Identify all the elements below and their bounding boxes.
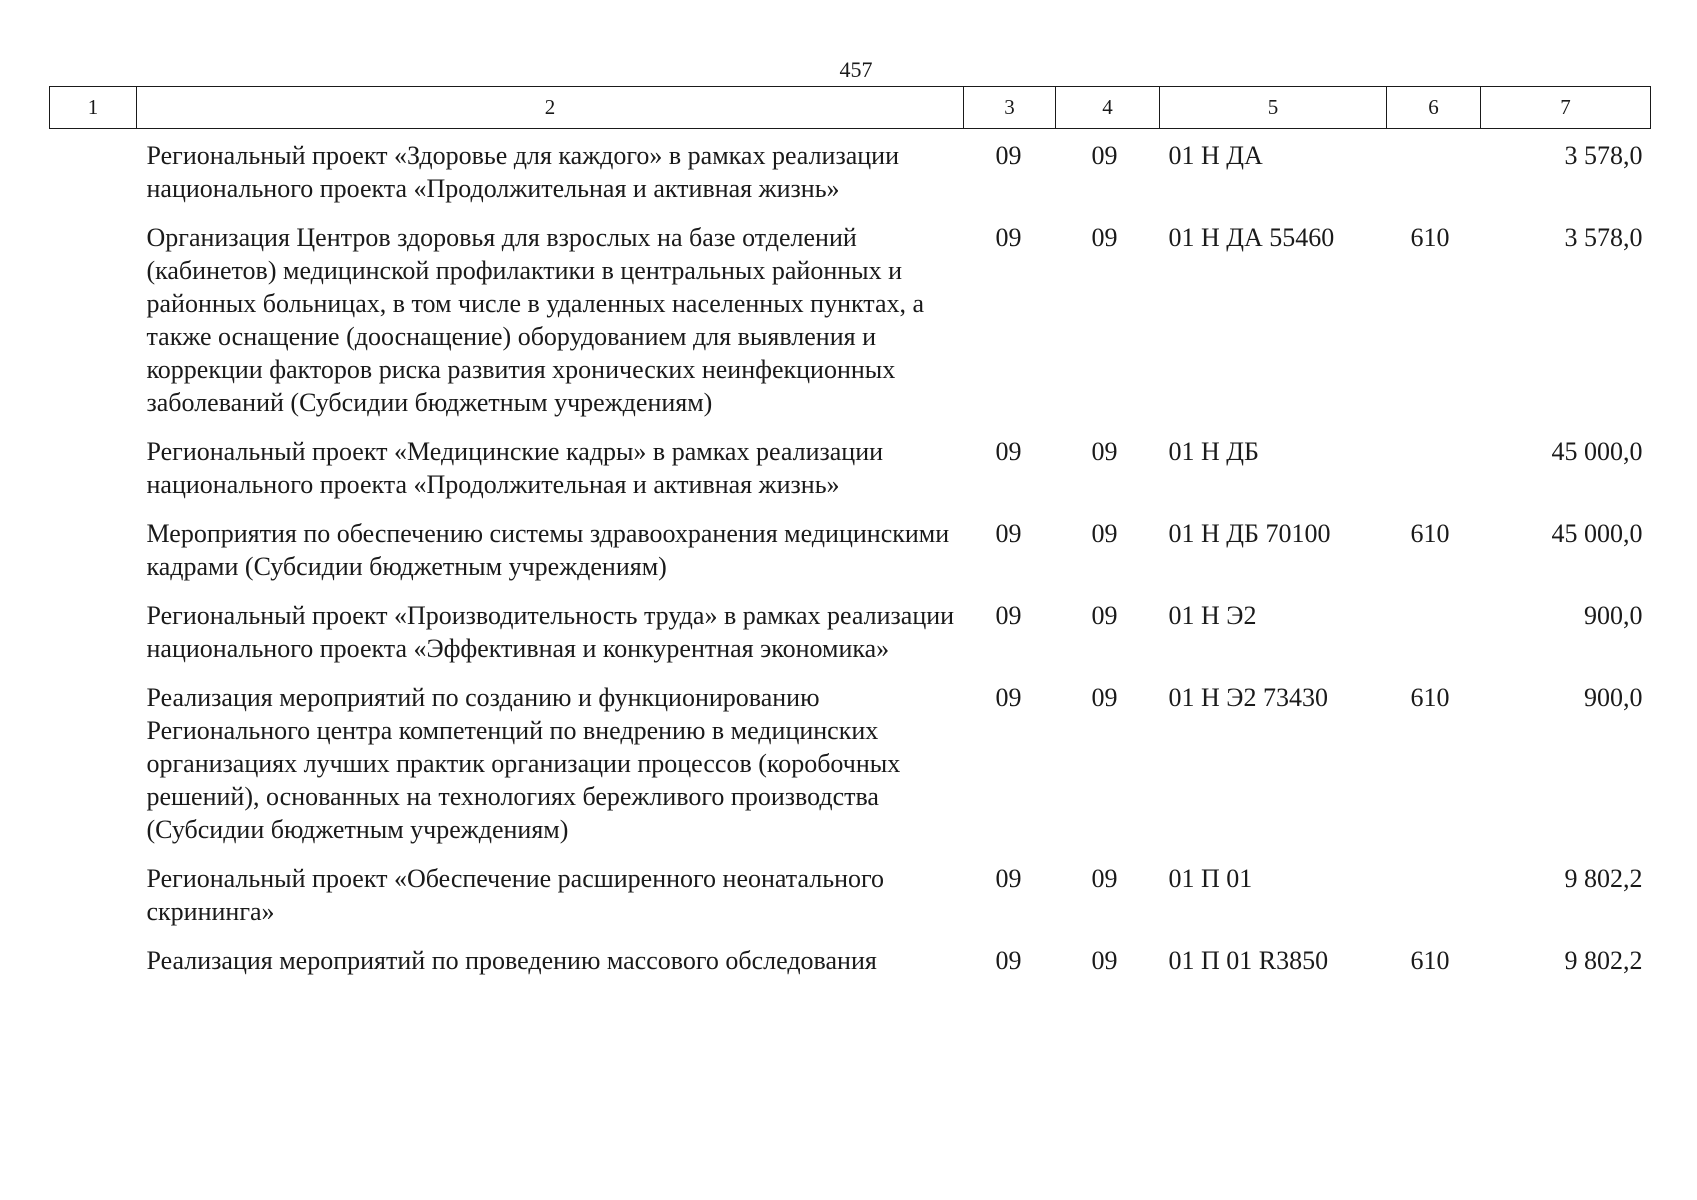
target-article-code: 01 Н ДБ [1168, 437, 1259, 466]
table-row [50, 129, 1651, 222]
item-name: Реализация мероприятий по проведению массового обследования [146, 946, 877, 975]
table-row [50, 944, 1651, 993]
row-index-cell [50, 599, 137, 681]
column-header-4: 4 [1056, 87, 1160, 129]
column-header-2: 2 [137, 87, 964, 129]
item-name: Мероприятия по обеспечению системы здравоохранения медицинскими кадрами (Субсидии бюджетным учреждениям) [146, 519, 950, 581]
target-article-code: 01 Н ДБ 70100 [1168, 519, 1331, 548]
expense-type-code: 610 [1410, 519, 1450, 548]
item-name: Реализация мероприятий по созданию и функционированию Регионального центра компетенций по внедрению в медицинских организациях лучших практик организации процессов (коробочных решений), основанных на технологиях бережливого производства (Субсидии бюджетным учреждениям) [146, 683, 901, 844]
column-header-6: 6 [1387, 87, 1481, 129]
row-index-cell [50, 221, 137, 435]
section-code: 09 [995, 946, 1022, 975]
section-code: 09 [995, 223, 1022, 252]
amount: 9 802,2 [1564, 946, 1643, 975]
row-index-cell [50, 862, 137, 944]
column-header-3: 3 [964, 87, 1056, 129]
item-name: Региональный проект «Обеспечение расширенного неонатального скрининга» [146, 864, 884, 926]
table-row [50, 221, 1651, 435]
expense-type-code [1387, 129, 1481, 222]
amount: 900,0 [1584, 683, 1643, 712]
row-index-cell [50, 944, 137, 993]
subsection-code: 09 [1091, 601, 1118, 630]
amount: 3 578,0 [1564, 223, 1643, 252]
budget-table [49, 86, 1651, 993]
target-article-code: 01 Н Э2 [1168, 601, 1257, 630]
amount: 45 000,0 [1551, 437, 1643, 466]
amount: 900,0 [1584, 601, 1643, 630]
expense-type-code: 610 [1410, 223, 1450, 252]
row-index-cell [50, 435, 137, 517]
subsection-code: 09 [1091, 946, 1118, 975]
row-index-cell [50, 517, 137, 599]
amount: 45 000,0 [1551, 519, 1643, 548]
subsection-code: 09 [1091, 864, 1118, 893]
item-name: Организация Центров здоровья для взрослых на базе отделений (кабинетов) медицинской профилактики в центральных районных и районных больницах, в том числе в удаленных населенных пунктах, а также оснащение (дооснащение) оборудованием для выявления и коррекции факторов риска развития хронических неинфекционных заболеваний (Субсидии бюджетным учреждениям) [146, 223, 925, 417]
page-number: 457 [839, 57, 873, 82]
target-article-code: 01 Н ДА 55460 [1168, 223, 1335, 252]
target-article-code: 01 П 01 [1168, 864, 1253, 893]
table-row [50, 862, 1651, 944]
subsection-code: 09 [1091, 437, 1118, 466]
amount: 9 802,2 [1564, 864, 1643, 893]
column-header-1: 1 [50, 87, 137, 129]
expense-type-code [1387, 862, 1481, 944]
row-index-cell [50, 129, 137, 222]
expense-type-code [1387, 599, 1481, 681]
expense-type-code: 610 [1410, 683, 1450, 712]
table-row [50, 435, 1651, 517]
subsection-code: 09 [1091, 519, 1118, 548]
section-code: 09 [995, 437, 1022, 466]
column-number-row [50, 87, 1651, 129]
column-header-7: 7 [1481, 87, 1651, 129]
expense-type-code [1387, 435, 1481, 517]
amount: 3 578,0 [1564, 141, 1643, 170]
section-code: 09 [995, 601, 1022, 630]
section-code: 09 [995, 864, 1022, 893]
target-article-code: 01 П 01 R3850 [1168, 946, 1329, 975]
table-row [50, 517, 1651, 599]
item-name: Региональный проект «Здоровье для каждого» в рамках реализации национального проекта «Продолжительная и активная жизнь» [146, 141, 900, 203]
table-row [50, 599, 1651, 681]
item-name: Региональный проект «Производительность труда» в рамках реализации национального проекта «Эффективная и конкурентная экономика» [146, 601, 955, 663]
section-code: 09 [995, 141, 1022, 170]
section-code: 09 [995, 519, 1022, 548]
item-name: Региональный проект «Медицинские кадры» в рамках реализации национального проекта «Продолжительная и активная жизнь» [146, 437, 884, 499]
column-header-5: 5 [1160, 87, 1387, 129]
section-code: 09 [995, 683, 1022, 712]
expense-type-code: 610 [1410, 946, 1450, 975]
subsection-code: 09 [1091, 223, 1118, 252]
row-index-cell [50, 681, 137, 862]
subsection-code: 09 [1091, 683, 1118, 712]
target-article-code: 01 Н ДА [1168, 141, 1263, 170]
subsection-code: 09 [1091, 141, 1118, 170]
table-row [50, 681, 1651, 862]
target-article-code: 01 Н Э2 73430 [1168, 683, 1328, 712]
